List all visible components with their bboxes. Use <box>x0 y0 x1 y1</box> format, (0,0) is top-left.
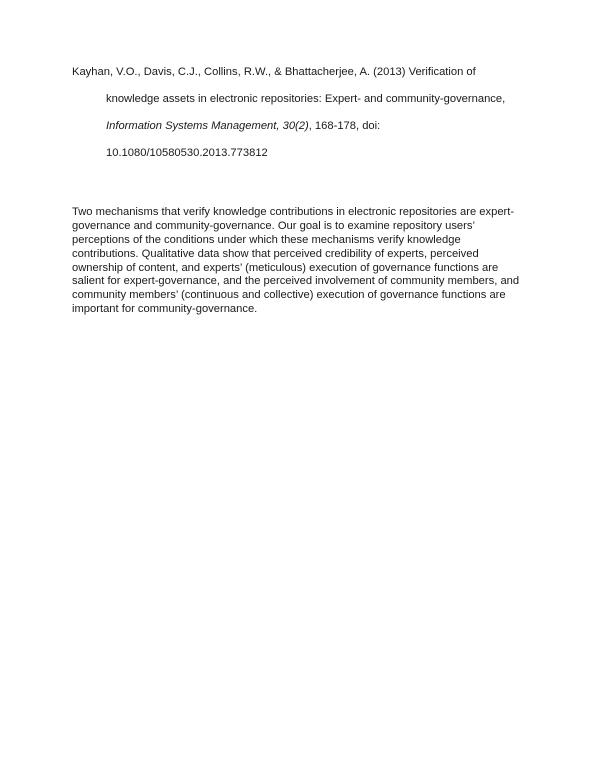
abstract-line: governance and community-governance. Our goal is to examine repository users’ <box>72 219 475 232</box>
abstract-line: ownership of content, and experts’ (meticulous) execution of governance functions are <box>72 261 499 274</box>
abstract-line: important for community-governance. <box>72 303 258 316</box>
abstract-line: perceptions of the conditions under which these mechanisms verify knowledge <box>72 233 461 246</box>
citation-pages: , 168-178, doi: <box>308 120 381 132</box>
abstract-paragraph <box>72 206 542 317</box>
citation-reference <box>72 66 552 160</box>
citation-title-continued: knowledge assets in electronic repositories: Expert- and community-governance, <box>106 93 506 105</box>
citation-journal: Information Systems Management, 30(2) <box>106 120 309 132</box>
citation-doi: 10.1080/10580530.2013.773812 <box>106 147 268 159</box>
citation-journal-line <box>106 120 552 133</box>
abstract-line: community members’ (continuous and collective) execution of governance functions are <box>72 289 506 302</box>
abstract-line: contributions. Qualitative data show that perceived credibility of experts, perceived <box>72 247 479 260</box>
abstract-line: salient for expert-governance, and the perceived involvement of community members, and <box>72 275 520 288</box>
citation-authors-title: Kayhan, V.O., Davis, C.J., Collins, R.W., & Bhattacherjee, A. (2013) Verification of <box>72 66 476 78</box>
abstract-line: Two mechanisms that verify knowledge contributions in electronic repositories are expert- <box>72 206 515 218</box>
